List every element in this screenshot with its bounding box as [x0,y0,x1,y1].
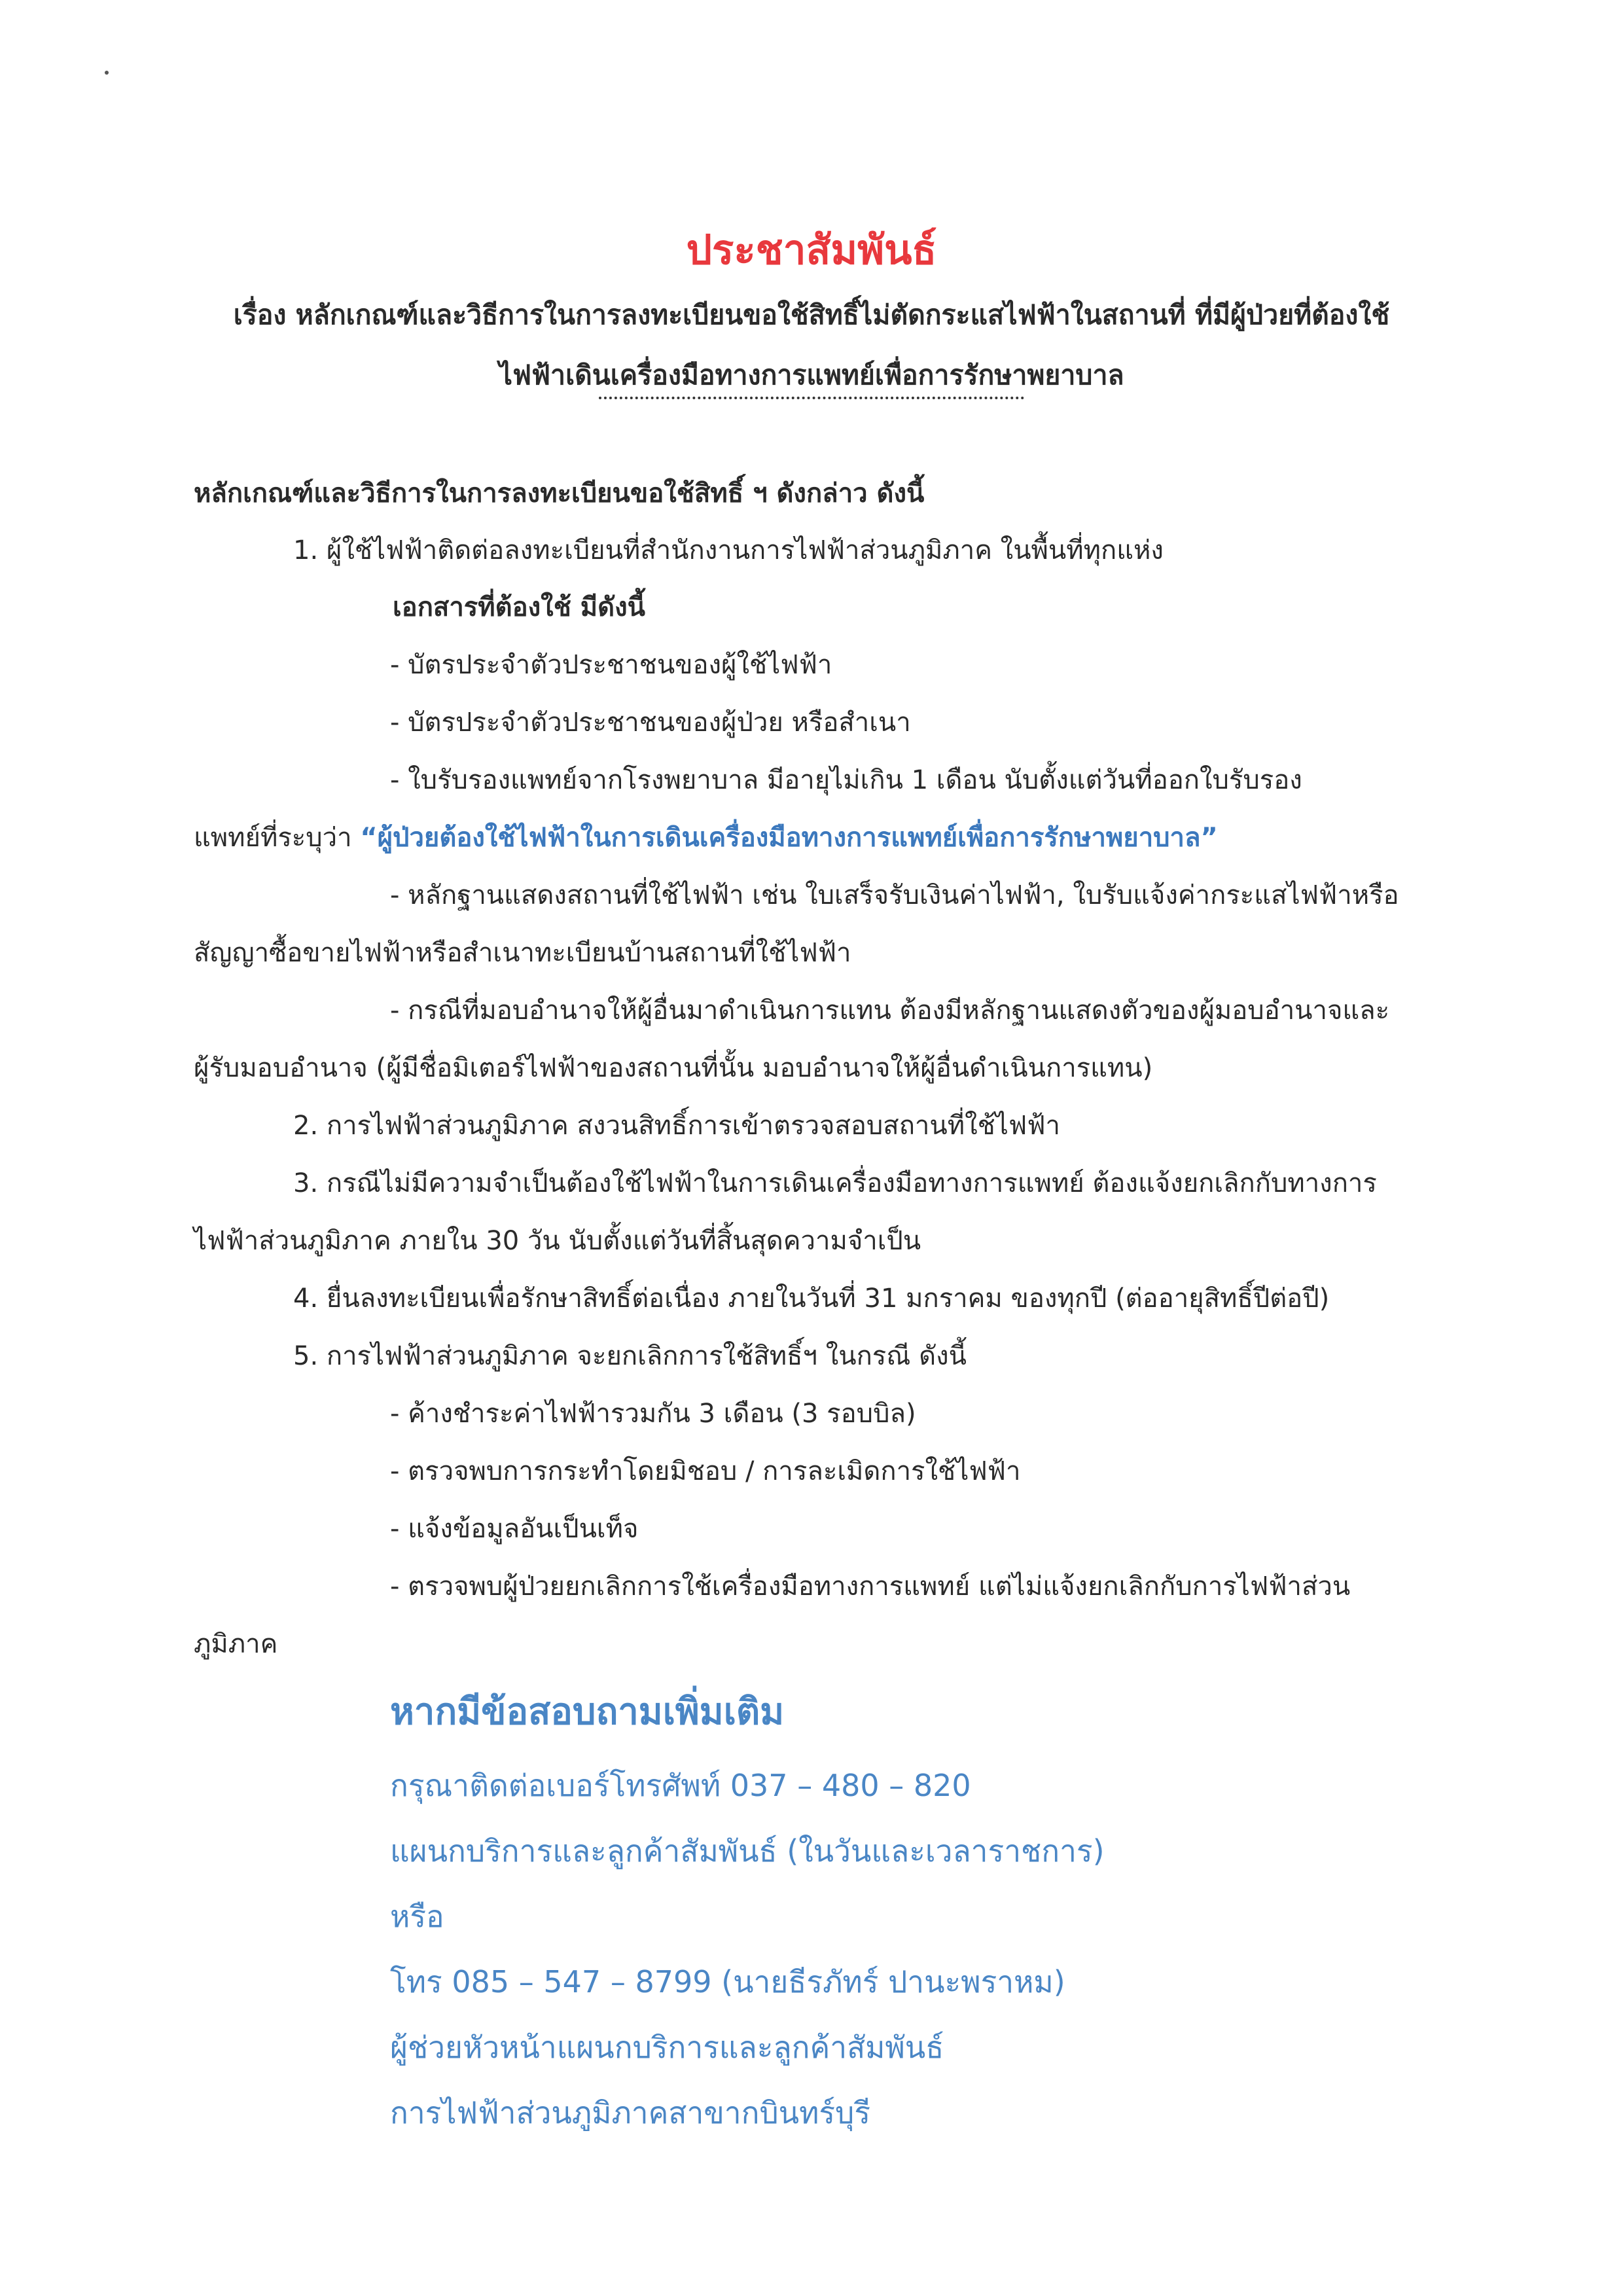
cancel-case-not-notified-cont: ภูมิภาค [194,1629,278,1659]
cancel-case-misconduct: - ตรวจพบการกระทำโดยมิชอบ / การละเมิดการใช้ไฟฟ้า [390,1456,1021,1486]
cancel-case-unpaid: - ค้างชำระค่าไฟฟ้ารวมกัน 3 เดือน (3 รอบบิล) [390,1399,916,1429]
dotted-divider [599,397,1024,399]
cancel-case-not-notified: - ตรวจพบผู้ป่วยยกเลิกการใช้เครื่องมือทางการแพทย์ แต่ไม่แจ้งยกเลิกกับการไฟฟ้าส่วน [390,1571,1351,1602]
document-proof-of-premises: - หลักฐานแสดงสถานที่ใช้ไฟฟ้า เช่น ใบเสร็จรับเงินค่าไฟฟ้า, ใบรับแจ้งค่ากระแสไฟฟ้าหรือ [390,880,1399,910]
documents-heading: เอกสารที่ต้องใช้ มีดังนี้ [393,592,645,622]
item-3: 3. กรณีไม่มีความจำเป็นต้องใช้ไฟฟ้าในการเดินเครื่องมือทางการแพทย์ ต้องแจ้งยกเลิกกับทางการ [293,1168,1377,1198]
page-title: ประชาสัมพันธ์ [686,225,937,274]
document-power-of-attorney: - กรณีที่มอบอำนาจให้ผู้อื่นมาดำเนินการแทน ต้องมีหลักฐานแสดงตัวของผู้มอบอำนาจและ [390,996,1390,1026]
contact-phone: กรุณาติดต่อเบอร์โทรศัพท์ 037 – 480 – 820 [390,1768,971,1803]
document-power-of-attorney-cont: ผู้รับมอบอำนาจ (ผู้มีชื่อมิเตอร์ไฟฟ้าของสถานที่นั้น มอบอำนาจให้ผู้อื่นดำเนินการแทน) [194,1053,1153,1083]
contact-or: หรือ [390,1899,444,1934]
contact-mobile: โทร 085 – 547 – 8799 (นายธีรภัทร์ ปานะพราหม) [390,1964,1065,2000]
intro-heading: หลักเกณฑ์และวิธีการในการลงทะเบียนขอใช้สิทธิ์ ฯ ดังกล่าว ดังนี้ [194,478,925,509]
subject-line-1: เรื่อง หลักเกณฑ์และวิธีการในการลงทะเบียนขอใช้สิทธิ์ไม่ตัดกระแสไฟฟ้าในสถานที่ ที่มีผู้ป่วยที่ต้องใช้ [233,299,1390,331]
contact-position: ผู้ช่วยหัวหน้าแผนกบริการและลูกค้าสัมพันธ์ [390,2030,944,2065]
document-id-card-user: - บัตรประจำตัวประชาชนของผู้ใช้ไฟฟ้า [390,650,832,680]
item-3-cont: ไฟฟ้าส่วนภูมิภาค ภายใน 30 วัน นับตั้งแต่วันที่สิ้นสุดความจำเป็น [194,1226,921,1256]
document-id-card-patient: - บัตรประจำตัวประชาชนของผู้ป่วย หรือสำเนา [390,708,911,738]
statement-quote: “ผู้ป่วยต้องใช้ไฟฟ้าในการเดินเครื่องมือทางการแพทย์เพื่อการรักษาพยาบาล” [360,823,1218,853]
item-1: 1. ผู้ใช้ไฟฟ้าติดต่อลงทะเบียนที่สำนักงานการไฟฟ้าส่วนภูมิภาค ในพื้นที่ทุกแห่ง [293,535,1164,565]
contact-office: การไฟฟ้าส่วนภูมิภาคสาขากบินทร์บุรี [390,2095,871,2130]
cancel-case-false-info: - แจ้งข้อมูลอันเป็นเท็จ [390,1514,639,1544]
document-medical-certificate: - ใบรับรองแพทย์จากโรงพยาบาล มีอายุไม่เกิน 1 เดือน นับตั้งแต่วันที่ออกใบรับรอง [390,765,1302,795]
subject-line-2: ไฟฟ้าเดินเครื่องมือทางการแพทย์เพื่อการรักษาพยาบาล [499,359,1124,391]
item-2: 2. การไฟฟ้าส่วนภูมิภาค สงวนสิทธิ์การเข้าตรวจสอบสถานที่ใช้ไฟฟ้า [293,1111,1060,1141]
item-4: 4. ยื่นลงทะเบียนเพื่อรักษาสิทธิ์ต่อเนื่อง ภายในวันที่ 31 มกราคม ของทุกปี (ต่ออายุสิทธิ์ปีต่อปี) [293,1283,1330,1314]
contact-department: แผนกบริการและลูกค้าสัมพันธ์ (ในวันและเวลาราชการ) [390,1833,1105,1869]
scan-speck [105,71,109,75]
document-proof-of-premises-cont: สัญญาซื้อขายไฟฟ้าหรือสำเนาทะเบียนบ้านสถานที่ใช้ไฟฟ้า [194,938,851,968]
contact-heading: หากมีข้อสอบถามเพิ่มเติม [390,1691,785,1733]
statement-prefix: แพทย์ที่ระบุว่า [194,823,361,853]
medical-certificate-statement [194,819,1218,856]
item-5: 5. การไฟฟ้าส่วนภูมิภาค จะยกเลิกการใช้สิทธิ์ฯ ในกรณี ดังนี้ [293,1341,967,1371]
